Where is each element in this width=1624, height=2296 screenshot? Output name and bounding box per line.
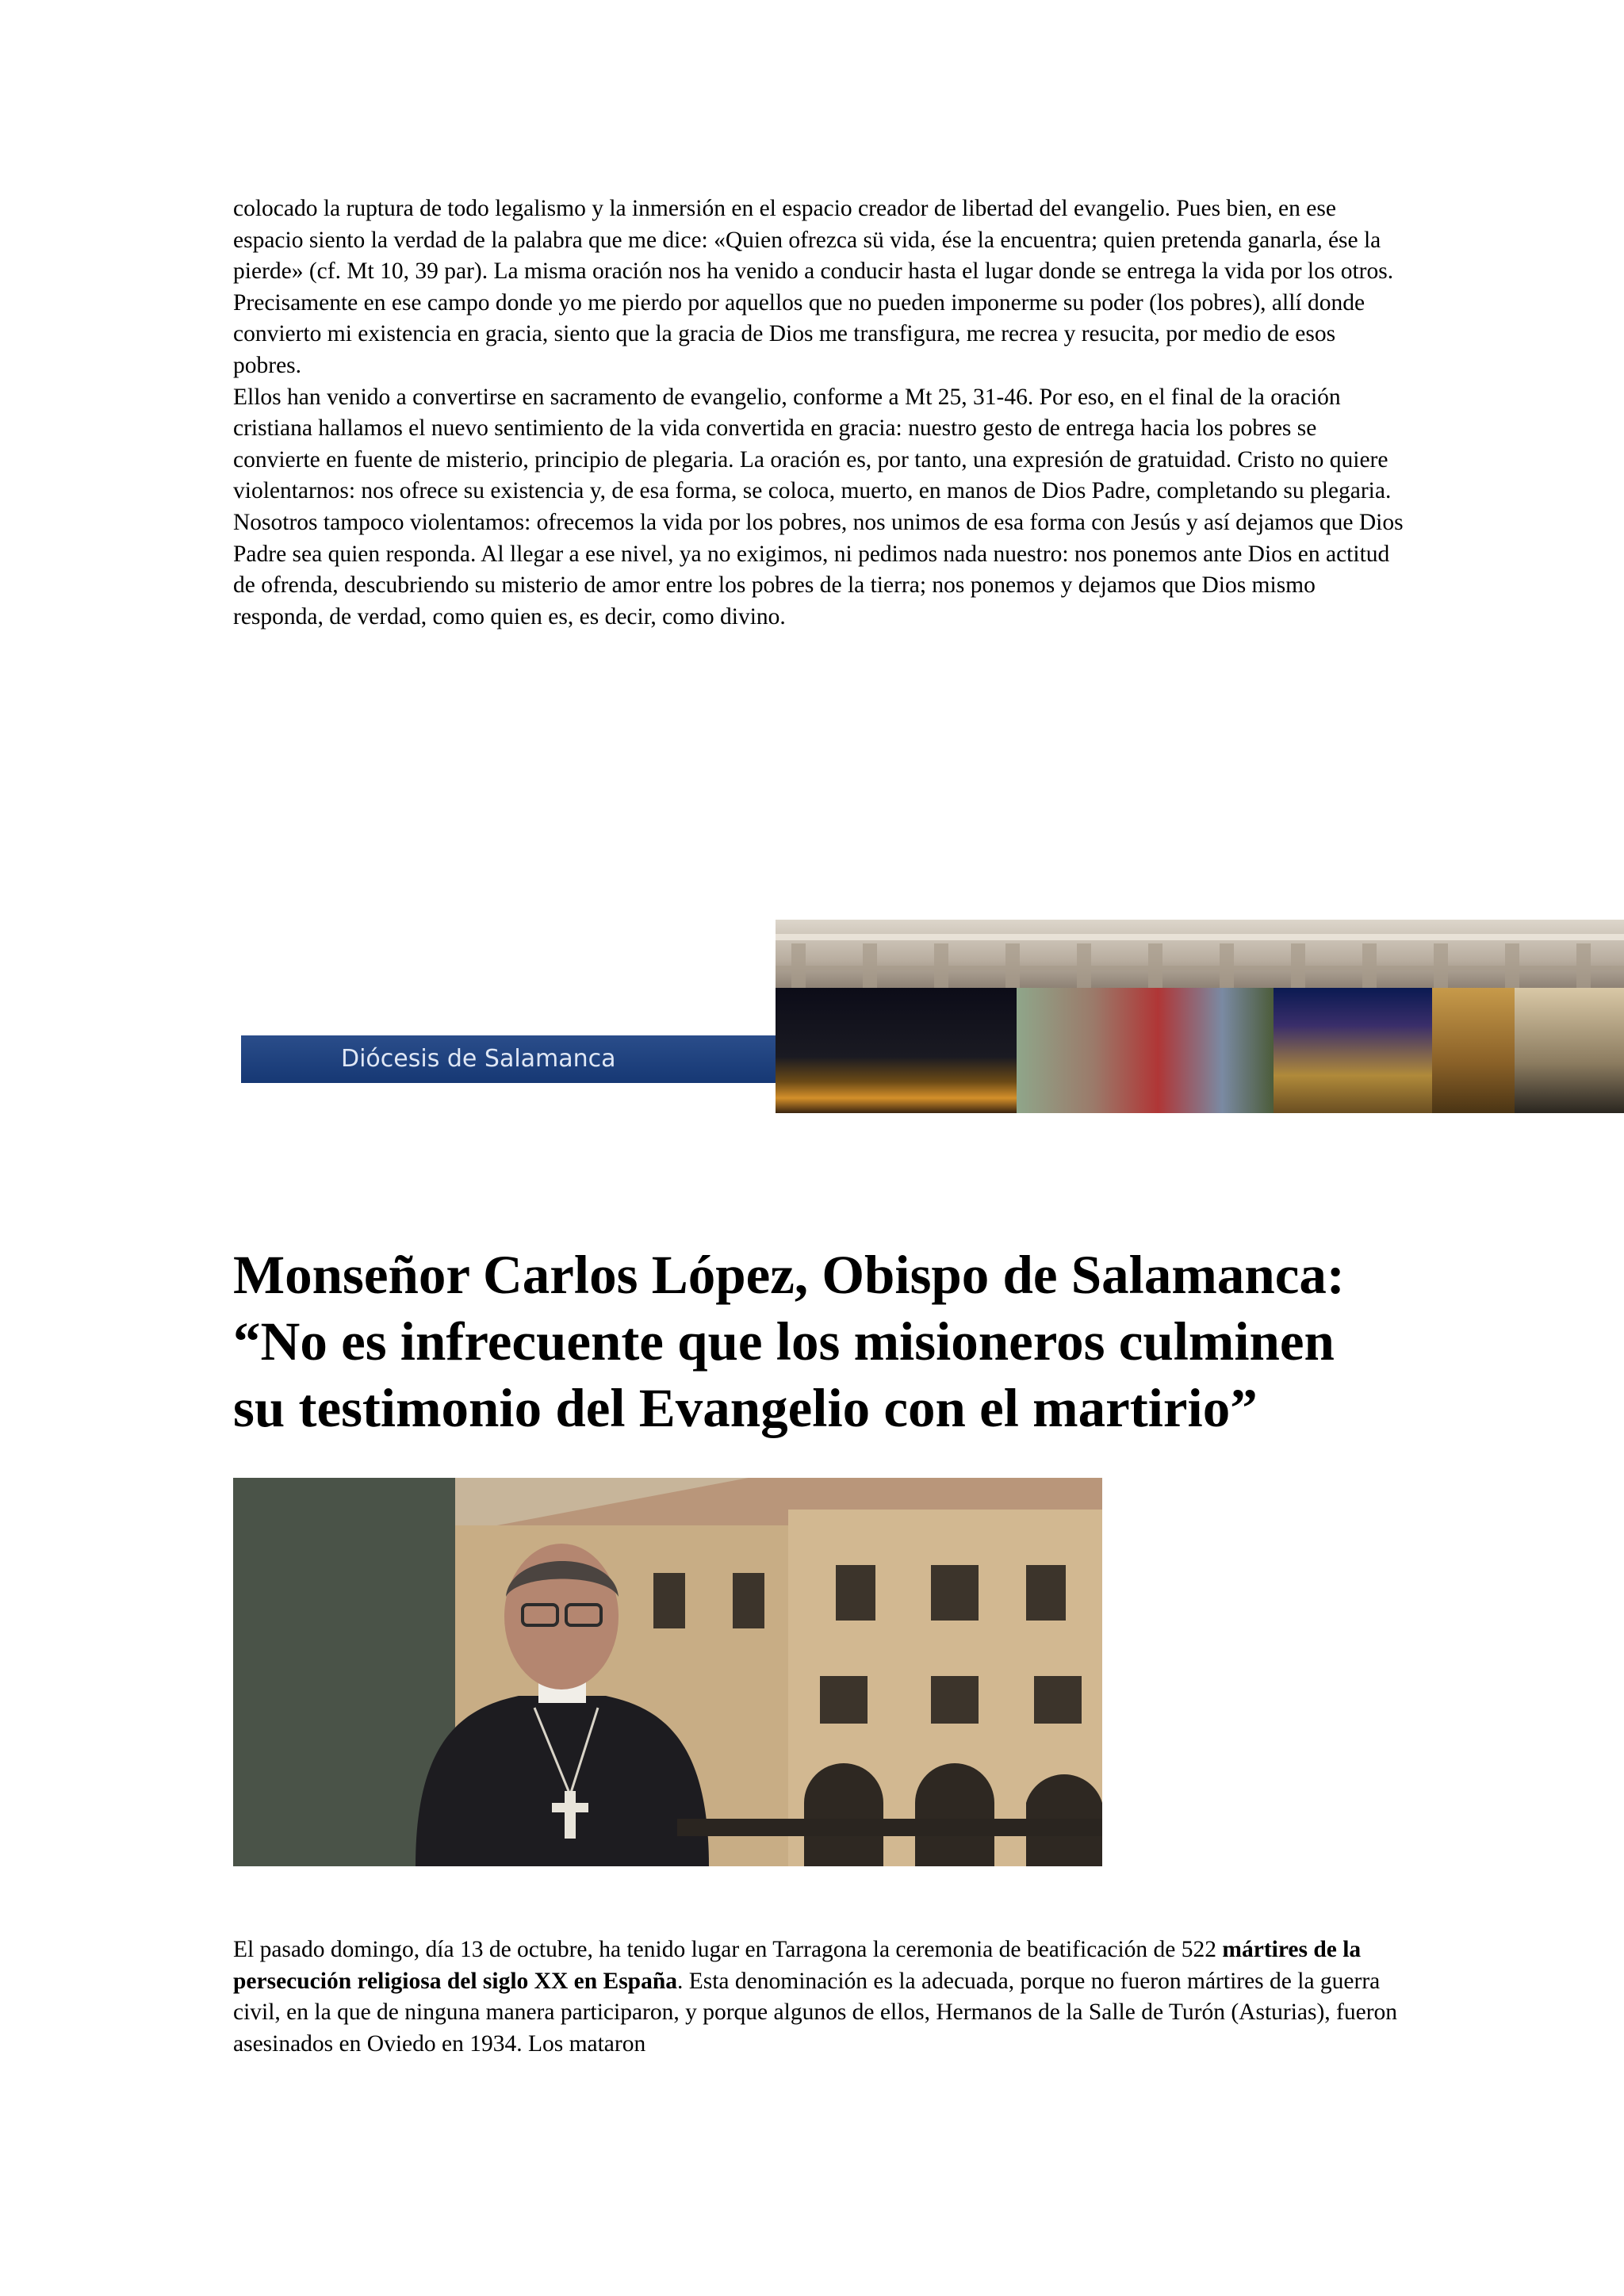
headline-line: Monseñor Carlos López, Obispo de Salamanca:	[233, 1245, 1345, 1305]
altar-photo	[1515, 988, 1624, 1113]
diocese-banner	[241, 920, 1624, 1113]
paragraph: colocado la ruptura de todo legalismo y la inmersión en el espacio creador de libertad del evangelio. Pues bien, en ese espacio siento la verdad de la palabra que me dice: «Quien ofrezca sü vida, ése la encuentra; quien pretenda ganarla, ése la pierde» (cf. Mt 10, 39 par). La misma oración nos ha venido a conducir hasta el lugar donde se entrega la vida por los otros. Precisamente en ese campo donde yo me pierdo por aquellos que no pueden imponerme su poder (los pobres), allí donde convierto mi existencia en gracia, siento que la gracia de Dios me transfigura, me recrea y resucita, por medio de esos pobres.	[233, 196, 1394, 378]
tower-photo	[1432, 988, 1515, 1113]
intro-bold-text: mártires de la persecución religiosa del siglo XX en España	[233, 1937, 1362, 1994]
article-intro	[233, 1934, 1407, 2060]
night-city-photo	[776, 988, 1017, 1113]
bishop-portrait-photo	[233, 1478, 1102, 1866]
article-headline	[233, 1242, 1470, 1441]
paragraph: Ellos han venido a convertirse en sacramento de evangelio, conforme a Mt 25, 31-46. Por eso, en el final de la oración cristiana hallamos el nuevo sentimiento de la vida convertida en gracia: nuestro gesto de entrega hacia los pobres se convierte en fuente de misterio, principio de plegaria. La oración es, por tanto, una expresión de gratuidad. Cristo no quiere violentarnos: nos ofrece su existencia y, de esa forma, se coloca, muerto, en manos de Dios Padre, completando su plegaria. Nosotros tampoco violentamos: ofrecemos la vida por los pobres, nos unimos de esa forma con Jesús y así dejamos que Dios Padre sea quien responda. Al llegar a ese nivel, ya no exigimos, ni pedimos nada nuestro: nos ponemos ante Dios en actitud de ofrenda, descubriendo su misterio de amor entre los pobres de la tierra; nos ponemos y dejamos que Dios mismo responda, de verdad, como quien es, es decir, como divino.	[233, 384, 1404, 629]
continuation-text	[233, 193, 1407, 633]
headline-line: “No es infrecuente que los misioneros culminen	[233, 1311, 1335, 1372]
cathedral-photo	[1274, 988, 1432, 1113]
intro-text: . Esta denominación es la adecuada, porque no fueron mártires de la guerra civil, en la que de ninguna manera participaron, y porque algunos de ellos, Hermanos de la Salle de Turón (Asturias), fueron asesinados en Oviedo en 1934. Los mataron	[233, 1968, 1398, 2057]
banner-label: Diócesis de Salamanca	[241, 1035, 776, 1083]
banner-photo-strip	[776, 920, 1624, 1113]
banner-facade-image	[776, 920, 1624, 988]
crowd-photo	[1017, 988, 1274, 1113]
intro-text: El pasado domingo, día 13 de octubre, ha tenido lugar en Tarragona la ceremonia de beatificación de 522	[233, 1937, 1223, 1962]
headline-line: su testimonio del Evangelio con el martirio”	[233, 1378, 1258, 1438]
intro-paragraph	[233, 1934, 1407, 2060]
